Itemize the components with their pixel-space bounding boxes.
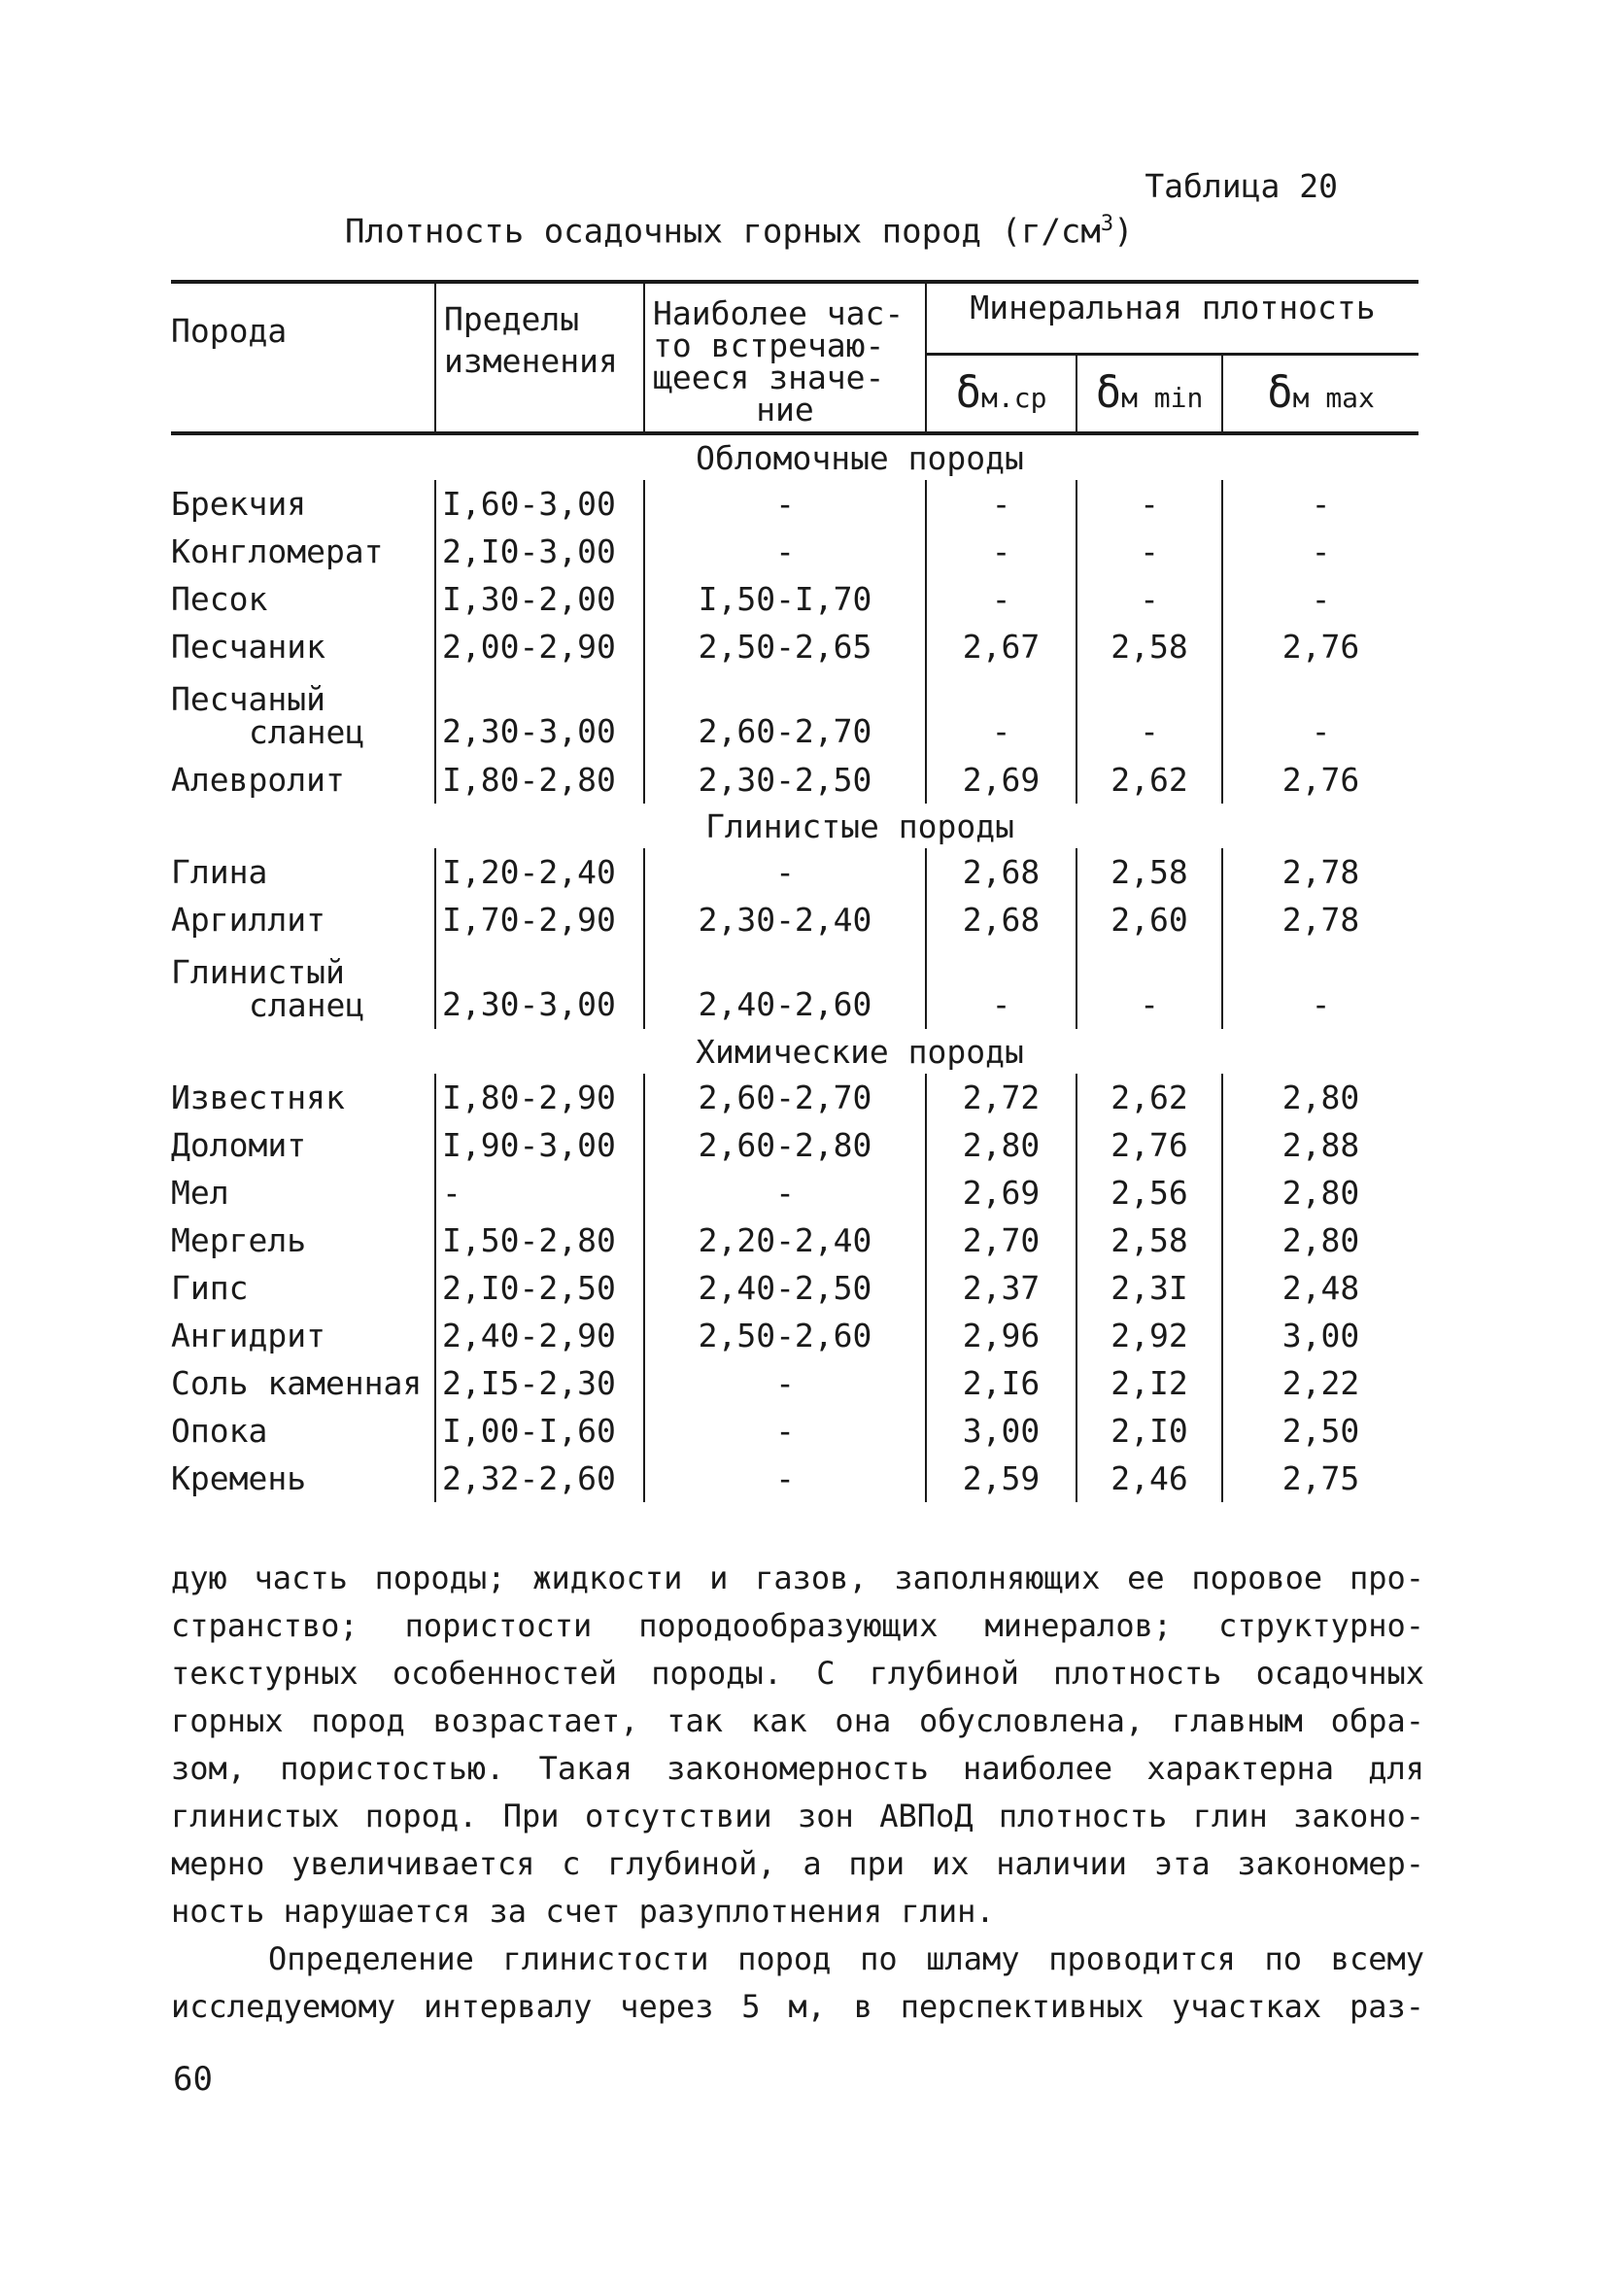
cell-density-min: 2,3I: [1076, 1264, 1222, 1312]
cell-density-min: 2,76: [1076, 1121, 1222, 1169]
table-row: [171, 1312, 1418, 1359]
cell-density-max: 2,76: [1222, 756, 1418, 804]
cell-density-avg: 2,80: [926, 1121, 1076, 1169]
table-row: [171, 1121, 1418, 1169]
cell-density-min: 2,58: [1076, 848, 1222, 896]
header-common-line-2: то встречаю-: [653, 326, 885, 364]
table-row: [171, 480, 1418, 528]
cell-density-max: -: [1222, 528, 1418, 575]
table-title-superscript: 3: [1100, 212, 1114, 236]
rock-name: Соль каменная: [171, 1364, 423, 1402]
rock-name: Известняк: [171, 1079, 345, 1116]
cell-density-max: 2,80: [1222, 1074, 1418, 1121]
section-title: Глинистые породы: [705, 806, 1014, 845]
cell-density-max: -: [1222, 480, 1418, 528]
cell-common: 2,30-2,50: [644, 756, 926, 804]
table-title: [345, 212, 1134, 251]
table-row: [171, 1455, 1418, 1502]
cell-common: 2,50-2,60: [644, 1312, 926, 1359]
cell-range: 2,40-2,90: [435, 1312, 644, 1359]
cell-density-min: 2,92: [1076, 1312, 1222, 1359]
cell-common: I,50-I,70: [644, 575, 926, 623]
cell-density-max: 2,78: [1222, 896, 1418, 943]
table-row: [171, 848, 1418, 896]
table-row: [171, 896, 1418, 943]
rock-name: Брекчия: [171, 485, 307, 523]
cell-range: 2,30-3,00: [435, 670, 644, 756]
cell-density-max: 2,78: [1222, 848, 1418, 896]
rock-name: Конгломерат: [171, 532, 384, 570]
header-common-line-3: щееся значе-: [653, 359, 885, 396]
delta-symbol-max: δ: [1267, 368, 1293, 419]
cell-density-avg: -: [926, 480, 1076, 528]
cell-common: 2,40-2,50: [644, 1264, 926, 1312]
header-mineral-density-label: Минеральная плотность: [970, 289, 1376, 326]
cell-density-max: 2,50: [1222, 1407, 1418, 1455]
cell-density-min: 2,56: [1076, 1169, 1222, 1217]
page-number: 60: [173, 2060, 213, 2099]
cell-common: 2,40-2,60: [644, 943, 926, 1029]
cell-range: 2,00-2,90: [435, 623, 644, 670]
cell-density-avg: 2,72: [926, 1074, 1076, 1121]
table-title-text: Плотность осадочных горных пород (г/см: [345, 212, 1101, 252]
cell-density-avg: 2,59: [926, 1455, 1076, 1502]
cell-density-avg: 2,69: [926, 1169, 1076, 1217]
cell-density-max: 2,80: [1222, 1169, 1418, 1217]
rock-name: Опока: [171, 1412, 268, 1450]
cell-range: 2,I0-2,50: [435, 1264, 644, 1312]
rock-name-line-1: Глинистый: [171, 952, 345, 991]
rock-name-line-2: сланец: [249, 986, 365, 1025]
cell-common: 2,60-2,70: [644, 1074, 926, 1121]
table-title-close: ): [1113, 212, 1134, 252]
cell-density-min: 2,62: [1076, 1074, 1222, 1121]
header-density-avg: [926, 355, 1076, 433]
section-title: Химические породы: [696, 1032, 1024, 1071]
cell-common: 2,20-2,40: [644, 1217, 926, 1264]
cell-density-min: 2,58: [1076, 1217, 1222, 1264]
cell-common: -: [644, 1455, 926, 1502]
cell-range: -: [435, 1169, 644, 1217]
cell-range: I,30-2,00: [435, 575, 644, 623]
cell-common: -: [644, 1359, 926, 1407]
cell-density-min: 2,62: [1076, 756, 1222, 804]
rock-name: Мел: [171, 1174, 229, 1212]
cell-density-min: 2,I0: [1076, 1407, 1222, 1455]
cell-density-avg: 3,00: [926, 1407, 1076, 1455]
rock-name: Песчаник: [171, 628, 325, 666]
cell-density-max: 2,22: [1222, 1359, 1418, 1407]
cell-range: I,50-2,80: [435, 1217, 644, 1264]
cell-range: 2,32-2,60: [435, 1455, 644, 1502]
cell-density-min: 2,I2: [1076, 1359, 1222, 1407]
header-density-avg-sub: м.ср: [981, 382, 1047, 415]
table-row: [171, 1169, 1418, 1217]
header-range-line-2: изменения: [444, 342, 618, 380]
text-line: странство; пористости породообразующих минералов; структурно-: [171, 1607, 1424, 1644]
cell-density-avg: 2,70: [926, 1217, 1076, 1264]
text-line: исследуемому интервалу через 5 м, в перспективных участках раз-: [171, 1988, 1424, 2025]
cell-density-min: -: [1076, 670, 1222, 756]
header-density-min-sub: м min: [1121, 382, 1204, 415]
rock-name: Кремень: [171, 1459, 307, 1497]
text-line: дую часть породы; жидкости и газов, заполняющих ее поровое про-: [171, 1559, 1424, 1596]
cell-common: 2,50-2,65: [644, 623, 926, 670]
table-body: [171, 433, 1418, 1502]
rock-name-line-1: Песчаный: [171, 679, 325, 718]
cell-density-max: -: [1222, 670, 1418, 756]
rock-name-line-2: сланец: [249, 713, 365, 752]
table-number: Таблица 20: [1145, 167, 1338, 205]
cell-common: -: [644, 1407, 926, 1455]
cell-rock-name: [171, 1121, 435, 1169]
rock-name: Алевролит: [171, 761, 345, 799]
header-rock-label: Порода: [171, 312, 288, 350]
cell-common: 2,60-2,80: [644, 1121, 926, 1169]
cell-common: -: [644, 528, 926, 575]
cell-density-max: 2,88: [1222, 1121, 1418, 1169]
table-row: [171, 1217, 1418, 1264]
cell-range: I,70-2,90: [435, 896, 644, 943]
cell-common: -: [644, 480, 926, 528]
header-common-line-4: ние: [756, 391, 814, 428]
cell-common: 2,30-2,40: [644, 896, 926, 943]
text-line: Определение глинистости пород по шламу проводится по всему: [268, 1940, 1424, 1977]
header-mineral-density: [926, 282, 1418, 355]
cell-density-max: 2,48: [1222, 1264, 1418, 1312]
cell-range: I,80-2,90: [435, 1074, 644, 1121]
cell-density-max: 2,75: [1222, 1455, 1418, 1502]
cell-range: I,60-3,00: [435, 480, 644, 528]
header-common-line-1: Наиболее час-: [653, 294, 905, 332]
section-row: [171, 433, 1418, 480]
cell-density-min: 2,60: [1076, 896, 1222, 943]
cell-rock-name: [171, 1169, 435, 1217]
cell-rock-name: [171, 943, 435, 1029]
cell-range: I,00-I,60: [435, 1407, 644, 1455]
table-row: [171, 1407, 1418, 1455]
cell-rock-name: [171, 1074, 435, 1121]
rock-name: Гипс: [171, 1269, 249, 1307]
cell-density-min: -: [1076, 943, 1222, 1029]
cell-density-max: 3,00: [1222, 1312, 1418, 1359]
cell-common: -: [644, 848, 926, 896]
cell-range: I,90-3,00: [435, 1121, 644, 1169]
section-row: [171, 804, 1418, 848]
text-line: горных пород возрастает, так как она обусловлена, главным обра-: [171, 1702, 1424, 1739]
header-common: [644, 282, 926, 433]
rock-name: Ангидрит: [171, 1317, 325, 1354]
header-density-max-sub: м max: [1292, 382, 1375, 415]
table-row: [171, 1264, 1418, 1312]
cell-density-avg: 2,68: [926, 848, 1076, 896]
delta-symbol-avg: δ: [955, 368, 982, 419]
cell-range: I,20-2,40: [435, 848, 644, 896]
text-line: мерно увеличивается с глубиной, а при их наличии эта закономер-: [171, 1845, 1424, 1882]
cell-density-avg: -: [926, 943, 1076, 1029]
cell-density-min: -: [1076, 575, 1222, 623]
cell-density-avg: 2,67: [926, 623, 1076, 670]
cell-rock-name: [171, 1264, 435, 1312]
cell-density-max: 2,80: [1222, 1217, 1418, 1264]
header-density-max: [1222, 355, 1418, 433]
rock-name: Доломит: [171, 1126, 307, 1164]
cell-range: 2,I0-3,00: [435, 528, 644, 575]
cell-range: I,80-2,80: [435, 756, 644, 804]
cell-density-avg: 2,96: [926, 1312, 1076, 1359]
delta-symbol-min: δ: [1095, 368, 1122, 419]
header-rock: [171, 282, 435, 433]
section-row: [171, 1029, 1418, 1074]
table-row: [171, 670, 1418, 756]
cell-rock-name: [171, 623, 435, 670]
cell-density-max: -: [1222, 575, 1418, 623]
cell-density-min: 2,46: [1076, 1455, 1222, 1502]
cell-rock-name: [171, 848, 435, 896]
cell-rock-name: [171, 896, 435, 943]
rock-name: Мергель: [171, 1221, 307, 1259]
cell-rock-name: [171, 1359, 435, 1407]
table-row: [171, 528, 1418, 575]
cell-density-avg: 2,69: [926, 756, 1076, 804]
header-density-min: [1076, 355, 1222, 433]
cell-density-max: -: [1222, 943, 1418, 1029]
cell-density-avg: -: [926, 528, 1076, 575]
cell-rock-name: [171, 1455, 435, 1502]
text-line: зом, пористостью. Такая закономерность наиболее характерна для: [171, 1750, 1424, 1787]
text-line: текстурных особенностей породы. С глубиной плотность осадочных: [171, 1655, 1424, 1692]
cell-rock-name: [171, 480, 435, 528]
header-range: [435, 282, 644, 433]
cell-range: 2,I5-2,30: [435, 1359, 644, 1407]
cell-density-max: 2,76: [1222, 623, 1418, 670]
table-row: [171, 575, 1418, 623]
body-text: [171, 1555, 1424, 2031]
cell-rock-name: [171, 1312, 435, 1359]
table-row: [171, 943, 1418, 1029]
section-title: Обломочные породы: [696, 438, 1024, 477]
cell-density-avg: 2,37: [926, 1264, 1076, 1312]
cell-rock-name: [171, 756, 435, 804]
header-range-line-1: Пределы: [444, 300, 580, 338]
cell-rock-name: [171, 575, 435, 623]
cell-rock-name: [171, 670, 435, 756]
cell-density-avg: 2,I6: [926, 1359, 1076, 1407]
cell-density-avg: 2,68: [926, 896, 1076, 943]
table-row: [171, 756, 1418, 804]
table-row: [171, 623, 1418, 670]
cell-common: 2,60-2,70: [644, 670, 926, 756]
cell-density-min: -: [1076, 528, 1222, 575]
cell-range: 2,30-3,00: [435, 943, 644, 1029]
cell-rock-name: [171, 528, 435, 575]
cell-density-avg: -: [926, 575, 1076, 623]
cell-density-avg: -: [926, 670, 1076, 756]
table-row: [171, 1359, 1418, 1407]
text-line: ность нарушается за счет разуплотнения глин.: [171, 1893, 995, 1930]
rock-name: Глина: [171, 853, 268, 891]
rock-name: Аргиллит: [171, 901, 325, 939]
cell-common: -: [644, 1169, 926, 1217]
rock-name: Песок: [171, 580, 268, 618]
cell-density-min: -: [1076, 480, 1222, 528]
text-line: глинистых пород. При отсутствии зон АВПоД плотность глин законо-: [171, 1798, 1424, 1834]
table-header-row: [171, 282, 1418, 355]
density-table: [171, 280, 1418, 1502]
table-row: [171, 1074, 1418, 1121]
cell-rock-name: [171, 1217, 435, 1264]
cell-density-min: 2,58: [1076, 623, 1222, 670]
cell-rock-name: [171, 1407, 435, 1455]
